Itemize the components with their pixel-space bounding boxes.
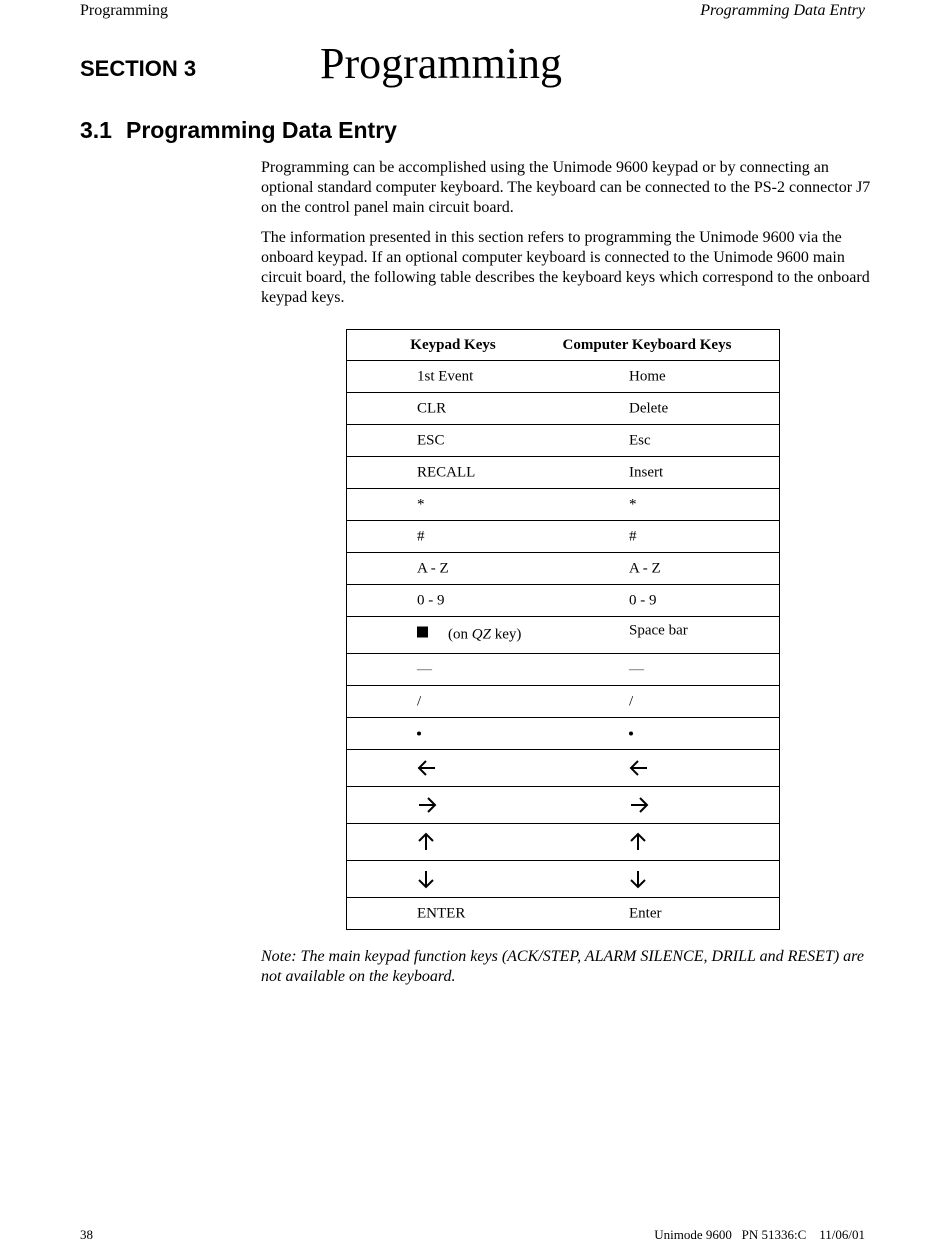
keypad-key: A - Z	[417, 560, 449, 576]
table-row	[347, 824, 780, 861]
running-header-left: Programming	[80, 2, 168, 19]
subsection-title: Programming Data Entry	[125, 117, 397, 143]
table-row	[347, 393, 780, 425]
table-row	[347, 787, 780, 824]
keypad-key: *	[417, 496, 425, 512]
key-mapping-table	[346, 329, 780, 930]
paragraph-keypad-info: The information presented in this section refers to programming the Unimode 9600 via the onboard keypad. If an optional computer keyboard is connected to the Unimode 9600 main circuit board, the following table describes the keyboard keys which correspond to the onboard keypad keys.	[261, 229, 870, 306]
table-row	[347, 861, 780, 898]
arrow-right-icon	[629, 796, 649, 814]
keypad-key: CLR	[417, 400, 447, 416]
keyboard-key: Esc	[629, 432, 651, 448]
keypad-key: ENTER	[417, 905, 466, 921]
table-row	[347, 585, 780, 617]
keypad-key: /	[417, 693, 422, 709]
table-row	[347, 750, 780, 787]
table-header-row	[347, 330, 780, 361]
arrow-left-icon	[417, 759, 437, 777]
keyboard-key: 0 - 9	[629, 592, 657, 608]
keyboard-key: *	[629, 496, 637, 512]
keypad-key: 0 - 9	[417, 592, 445, 608]
section-label: SECTION 3	[80, 56, 197, 81]
keypad-key: ESC	[417, 432, 445, 448]
keyboard-key-dash: —	[629, 661, 644, 677]
keyboard-key: A - Z	[629, 560, 661, 576]
arrow-up-icon	[629, 832, 647, 852]
document-info: Unimode 9600 PN 51336:C 11/06/01	[654, 1227, 865, 1242]
header-keypad-keys: Keypad Keys	[410, 336, 496, 353]
header-keyboard-keys: Computer Keyboard Keys	[562, 336, 732, 353]
bullet-dot-icon	[417, 725, 421, 742]
page-number: 38	[80, 1227, 93, 1242]
arrow-right-icon	[417, 796, 437, 814]
bullet-dot-icon	[629, 725, 633, 742]
paragraph-intro: Programming can be accomplished using the Unimode 9600 keypad or by connecting an optional standard computer keyboard. The keyboard can be connected to the PS-2 connector J7 on the control panel main circuit board.	[261, 159, 871, 216]
table-row	[347, 521, 780, 553]
keyboard-key: /	[629, 693, 634, 709]
table-row	[347, 898, 780, 930]
keypad-key	[417, 627, 521, 644]
table-row	[347, 553, 780, 585]
running-header-right: Programming Data Entry	[700, 2, 865, 19]
keypad-key: RECALL	[417, 464, 476, 480]
keyboard-note: Note: The main keypad function keys (ACK/STEP, ALARM SILENCE, DRILL and RESET) are not available on the keyboard.	[261, 948, 864, 985]
arrow-up-icon	[417, 832, 435, 852]
keyboard-key: Enter	[629, 905, 662, 921]
keypad-key: #	[417, 528, 425, 544]
arrow-down-icon	[629, 869, 647, 889]
table-row	[347, 718, 780, 750]
table-row	[347, 425, 780, 457]
keyboard-key: Home	[629, 368, 666, 384]
keyboard-key: Delete	[629, 400, 669, 416]
subsection-heading	[80, 117, 397, 144]
keyboard-key: Insert	[629, 464, 664, 480]
keypad-key-dash: —	[417, 661, 432, 677]
qz-key-note: (on QZ key)	[448, 626, 522, 643]
keyboard-key: Space bar	[629, 622, 688, 639]
table-row	[347, 457, 780, 489]
subsection-number: 3.1	[80, 117, 112, 143]
table-row	[347, 617, 780, 654]
section-title: Programming	[320, 39, 562, 88]
table-row	[347, 654, 780, 686]
keyboard-key: #	[629, 528, 637, 544]
keypad-key: 1st Event	[417, 368, 474, 384]
table-row	[347, 361, 780, 393]
arrow-down-icon	[417, 869, 435, 889]
arrow-left-icon	[629, 759, 649, 777]
filled-square-icon	[417, 627, 428, 638]
table-row	[347, 686, 780, 718]
table-row	[347, 489, 780, 521]
